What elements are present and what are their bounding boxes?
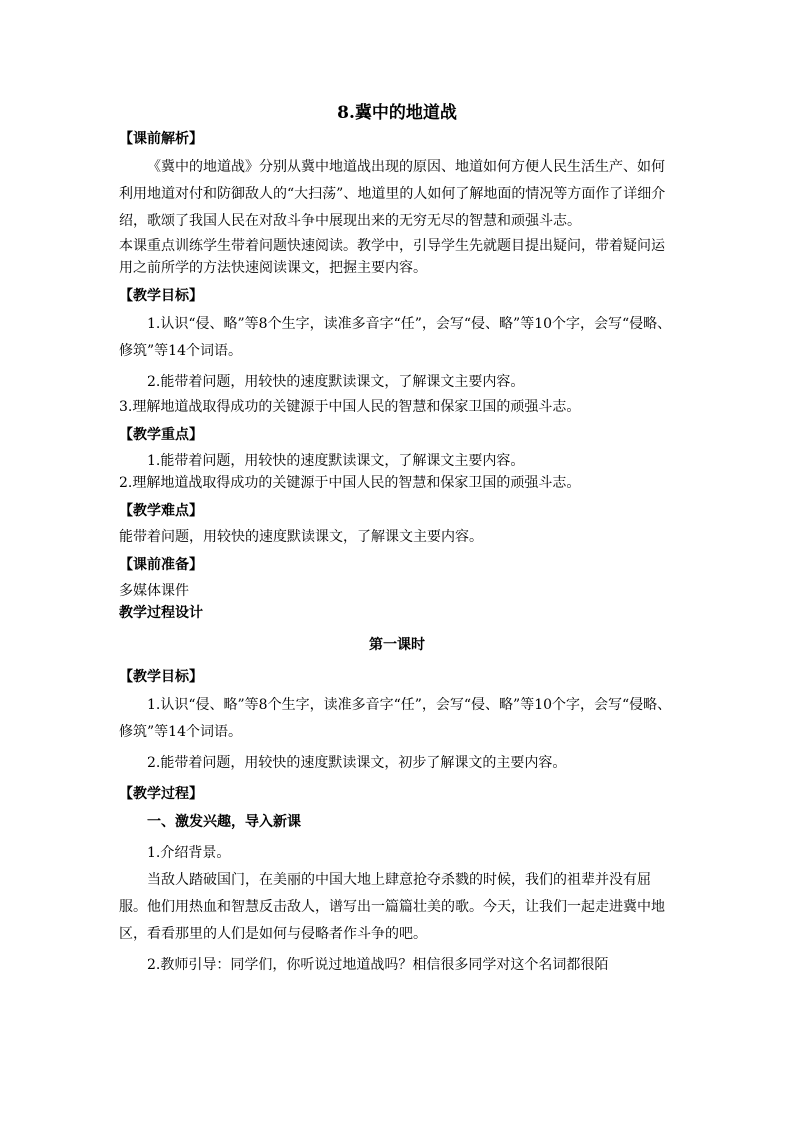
lesson-1-heading: 第一课时 <box>369 637 425 653</box>
document-content <box>119 100 675 979</box>
section-heading-process: 【教学过程】 <box>119 786 203 802</box>
section-heading-key: 【教学重点】 <box>119 427 203 443</box>
step-1-text: 当敌人踏破国门，在美丽的中国大地上肆意抢夺杀戮的时候，我们的祖辈并没有屈服。他们用热血和智慧反击敌人，谱写出一篇篇壮美的歌。今天，让我们一起走进冀中地区，看看那里的人们是如何与侵略者作斗争的吧。 <box>119 872 665 942</box>
step-1-item-1: 1.介绍背景。 <box>147 845 231 861</box>
step-1-heading: 一、激发兴趣，导入新课 <box>147 814 301 830</box>
section-heading-analysis: 【课前解析】 <box>119 131 203 147</box>
design-heading: 教学过程设计 <box>119 605 203 621</box>
lesson-1-goals-heading: 【教学目标】 <box>119 669 203 685</box>
goal-item-2: 2.能带着问题，用较快的速度默读课文，了解课文主要内容。 <box>147 374 525 390</box>
step-1-item-2: 2.教师引导：同学们，你听说过地道战吗？相信很多同学对这个名词都很陌 <box>147 957 609 973</box>
section-heading-prep: 【课前准备】 <box>119 557 203 573</box>
page-title: 8.冀中的地道战 <box>337 103 457 123</box>
section-heading-difficult: 【教学难点】 <box>119 503 203 519</box>
goal-item-1: 1.认识“侵、略”等8个生字，读准多音字“任”，会写“侵、略”等10个字，会写“侵略、修筑”等14个词语。 <box>119 316 672 359</box>
goal-item-3: 3.理解地道战取得成功的关键源于中国人民的智慧和保家卫国的顽强斗志。 <box>119 399 581 415</box>
difficult-item-1: 能带着问题，用较快的速度默读课文，了解课文主要内容。 <box>119 529 483 545</box>
lesson-1-goal-2: 2.能带着问题，用较快的速度默读课文，初步了解课文的主要内容。 <box>147 755 567 771</box>
key-item-2: 2.理解地道战取得成功的关键源于中国人民的智慧和保家卫国的顽强斗志。 <box>119 475 581 491</box>
section-heading-goals: 【教学目标】 <box>119 288 203 304</box>
lesson-1-goal-1: 1.认识“侵、略”等8个生字，读准多音字“任”，会写“侵、略”等10个字，会写“侵略、修筑”等14个词语。 <box>119 697 672 740</box>
key-item-1: 1.能带着问题，用较快的速度默读课文，了解课文主要内容。 <box>147 453 525 469</box>
prep-item-1: 多媒体课件 <box>119 583 189 599</box>
analysis-paragraph: 《冀中的地道战》分别从冀中地道战出现的原因、地道如何方便人民生活生产、如何利用地道对付和防御敌人的“大扫荡”、地道里的人如何了解地面的情况等方面作了详细介绍，歌颂了我国人民在对敌斗争中展现出来的无穷无尽的智慧和顽强斗志。 <box>119 159 666 229</box>
analysis-paragraph-2: 本课重点训练学生带着问题快速阅读。教学中，引导学生先就题目提出疑问，带着疑问运用之前所学的方法快速阅读课文，把握主要内容。 <box>119 238 665 276</box>
